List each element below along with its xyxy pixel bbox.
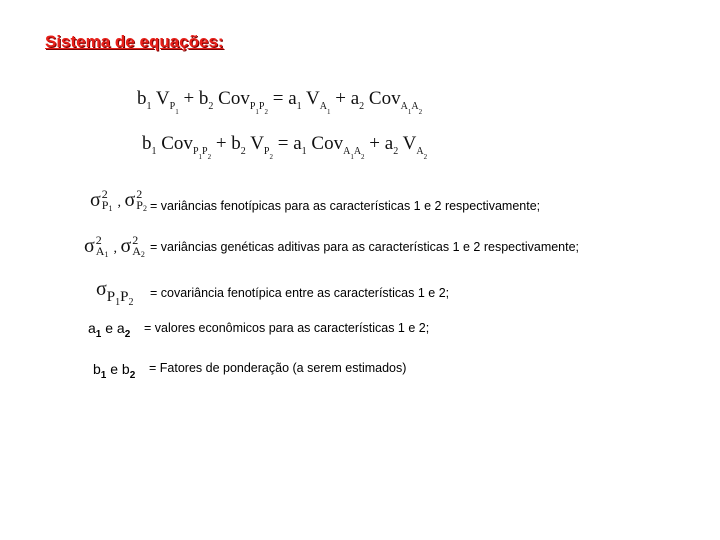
- definition-phenotypic-variances: = variâncias fenotípicas para as características 1 e 2 respectivamente;: [150, 199, 541, 213]
- definition-additive-genetic-variances: = variâncias genéticas aditivas para as características 1 e 2 respectivamente;: [150, 240, 580, 254]
- definition-phenotypic-covariance: = covariância fenotípica entre as características 1 e 2;: [150, 286, 450, 300]
- symbol-b1-b2: $b_1$ e $b_2$: [93, 361, 136, 381]
- definition-economic-values: = valores econômicos para as características 1 e 2;: [144, 321, 430, 335]
- symbol-a1-a2: $a_1$ e $a_2$: [88, 320, 131, 340]
- definition-weighting-factors: = Fatores de ponderação (a serem estimados): [149, 361, 407, 375]
- page-title: Sistema de equações:: [45, 32, 224, 51]
- symbol-sigma2-a1-a2: σ 2 $A_1$ , σ 2 $A_2$: [84, 233, 145, 259]
- symbol-sigma2-p1-p2: σ 2 $P_1$ , σ 2 $P_2$: [90, 187, 147, 213]
- equation-2: $b_1$ $Cov_{P_1P_2} + b_2$ $V_{P_2} = a_1$ $Cov_{A_1A_2} + a_2$ $V_{A_2}$: [142, 133, 428, 161]
- symbol-sigma-p1p2: $\sigma_{P_1P_2}$: [96, 278, 134, 308]
- equation-1: $b_1$ $V_{P_1} + b_2$ $Cov_{P_1P_2} = a_1$ $V_{A_1} + a_2$ Cov$_{A_1A_2}$: [137, 88, 423, 116]
